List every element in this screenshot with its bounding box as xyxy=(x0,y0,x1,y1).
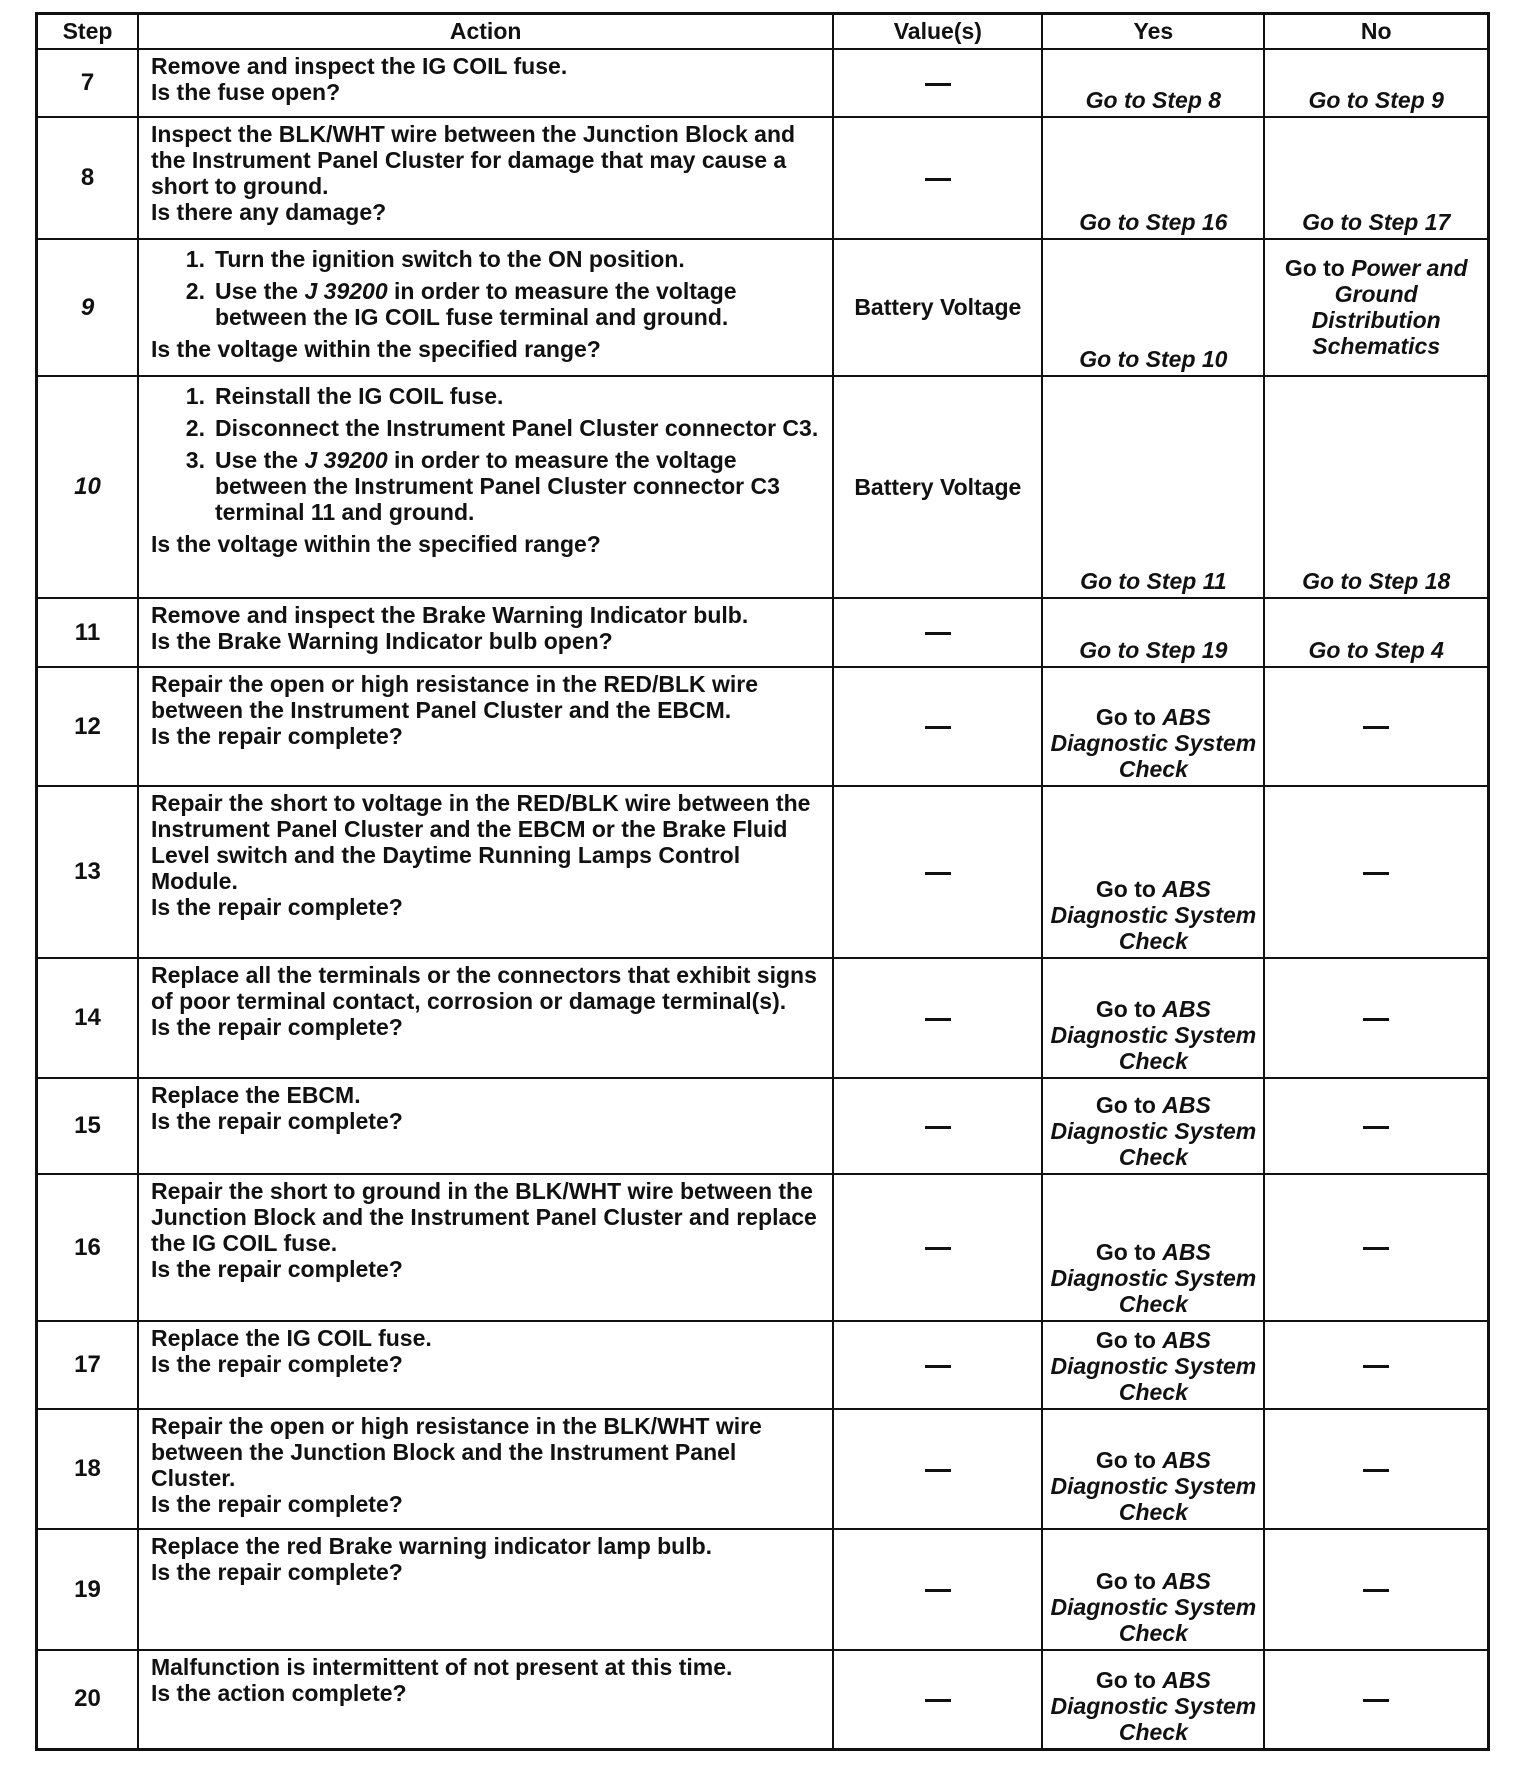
action-body xyxy=(151,121,826,199)
no-cell xyxy=(1264,1174,1488,1321)
value-cell xyxy=(833,1174,1042,1321)
yes-prefix: Go to xyxy=(1095,1239,1163,1265)
diagnostic-table xyxy=(35,12,1490,1751)
step-number: 10 xyxy=(37,376,138,598)
table-row xyxy=(37,786,1489,958)
action-body xyxy=(151,962,826,1014)
dash-mark xyxy=(1363,1126,1389,1129)
action-question: Is the repair complete? xyxy=(150,723,403,749)
tool-reference: J 39200 xyxy=(304,278,388,304)
action-content xyxy=(151,121,826,225)
action-text: Replace the IG COIL fuse. xyxy=(150,1325,432,1351)
no-reference: Power and Ground Distribution Schematics xyxy=(1311,255,1468,359)
table-row xyxy=(37,598,1489,667)
dash-mark xyxy=(1363,726,1389,729)
dash-mark xyxy=(1363,1469,1389,1472)
yes-reference: ABS Diagnostic System Check xyxy=(1050,1666,1257,1745)
table-row xyxy=(37,49,1489,117)
action-content xyxy=(151,671,826,749)
value-cell xyxy=(833,958,1042,1078)
action-text: Repair the short to ground in the BLK/WHT wire between the Junction Block and the Instrument Panel Cluster and replace the IG COIL fuse. xyxy=(150,1178,817,1256)
no-reference: Go to Step 4 xyxy=(1308,637,1444,663)
no-cell xyxy=(1264,1321,1488,1409)
action-cell xyxy=(138,49,833,117)
step-text-post: in order to measure the voltage between the IG COIL fuse terminal and ground. xyxy=(214,278,737,330)
table-body xyxy=(37,49,1489,1749)
dash-mark xyxy=(1363,1247,1389,1250)
step-number: 20 xyxy=(37,1650,138,1749)
action-step xyxy=(151,278,826,330)
action-question: Is the voltage within the specified range? xyxy=(150,531,601,557)
action-content xyxy=(151,1325,826,1377)
action-question: Is the repair complete? xyxy=(150,1351,403,1377)
step-text-pre: Use the xyxy=(214,447,305,473)
dash-mark xyxy=(925,1126,951,1129)
action-body xyxy=(151,1533,826,1559)
dash-mark xyxy=(925,726,951,729)
no-cell xyxy=(1264,376,1488,598)
step-number: 16 xyxy=(37,1174,138,1321)
action-text: Replace all the terminals or the connectors that exhibit signs of poor terminal contact, corrosion or damage terminal(s). xyxy=(150,962,817,1014)
action-cell xyxy=(138,1174,833,1321)
no-cell xyxy=(1264,786,1488,958)
dash-mark xyxy=(1363,1699,1389,1702)
header-step: Step xyxy=(37,14,138,50)
step-number: 7 xyxy=(37,49,138,117)
header-action: Action xyxy=(138,14,833,50)
yes-reference: ABS Diagnostic System Check xyxy=(1050,1092,1257,1170)
yes-prefix: Go to xyxy=(1095,1568,1163,1594)
no-reference: Go to Step 18 xyxy=(1302,568,1451,594)
no-cell xyxy=(1264,117,1488,239)
yes-cell xyxy=(1042,786,1264,958)
action-cell xyxy=(138,1529,833,1650)
yes-cell xyxy=(1042,598,1264,667)
yes-cell xyxy=(1042,1409,1264,1529)
action-question: Is the action complete? xyxy=(150,1680,407,1706)
action-question: Is the repair complete? xyxy=(150,1256,403,1282)
table-row xyxy=(37,1529,1489,1650)
dash-mark xyxy=(1363,872,1389,875)
action-question: Is the repair complete? xyxy=(150,1108,403,1134)
dash-mark xyxy=(925,1365,951,1368)
yes-reference: ABS Diagnostic System Check xyxy=(1050,704,1257,782)
step-number: 15 xyxy=(37,1078,138,1174)
action-content xyxy=(151,243,826,362)
yes-reference: Go to Step 19 xyxy=(1079,637,1228,663)
yes-prefix: Go to xyxy=(1095,1327,1163,1353)
action-content xyxy=(151,1654,826,1706)
step-text-pre: Use the xyxy=(214,278,305,304)
action-content xyxy=(151,790,826,920)
step-index: 1. xyxy=(185,383,205,409)
action-step xyxy=(151,246,826,272)
action-question: Is the Brake Warning Indicator bulb open? xyxy=(150,628,613,654)
no-cell xyxy=(1264,958,1488,1078)
action-cell xyxy=(138,117,833,239)
action-question: Is the fuse open? xyxy=(150,79,341,105)
action-content xyxy=(151,1413,826,1517)
yes-cell xyxy=(1042,117,1264,239)
yes-reference: Go to Step 16 xyxy=(1079,209,1228,235)
action-body xyxy=(151,1413,826,1491)
dash-mark xyxy=(925,1018,951,1021)
no-cell xyxy=(1264,49,1488,117)
action-question: Is the repair complete? xyxy=(150,1559,403,1585)
value-cell xyxy=(833,1321,1042,1409)
yes-cell xyxy=(1042,49,1264,117)
yes-cell xyxy=(1042,958,1264,1078)
action-question: Is the repair complete? xyxy=(150,1014,403,1040)
dash-mark xyxy=(1363,1018,1389,1021)
action-steps xyxy=(151,246,826,330)
no-prefix: Go to xyxy=(1284,255,1352,281)
dash-mark xyxy=(925,178,951,181)
action-step xyxy=(151,383,826,409)
action-text: Replace the EBCM. xyxy=(150,1082,361,1108)
action-cell xyxy=(138,1078,833,1174)
value-cell xyxy=(833,1409,1042,1529)
value-cell xyxy=(833,1529,1042,1650)
action-body xyxy=(151,380,826,531)
action-text: Repair the short to voltage in the RED/BLK wire between the Instrument Panel Cluster and the EBCM or the Brake Fluid Level switch and the Daytime Running Lamps Control Module. xyxy=(150,790,811,894)
dash-mark xyxy=(1363,1365,1389,1368)
table-row xyxy=(37,667,1489,786)
action-content xyxy=(151,1082,826,1134)
action-body xyxy=(151,790,826,894)
action-text: Inspect the BLK/WHT wire between the Junction Block and the Instrument Panel Cluster for damage that may cause a short to ground. xyxy=(150,121,796,199)
action-steps xyxy=(151,383,826,525)
step-index: 3. xyxy=(185,447,205,473)
header-row xyxy=(37,14,1489,50)
dash-mark xyxy=(925,1469,951,1472)
action-step xyxy=(151,447,826,525)
value-cell xyxy=(833,49,1042,117)
action-step xyxy=(151,415,826,441)
no-cell xyxy=(1264,1650,1488,1749)
step-number: 17 xyxy=(37,1321,138,1409)
action-content xyxy=(151,962,826,1040)
value-cell xyxy=(833,598,1042,667)
table-row xyxy=(37,376,1489,598)
yes-prefix: Go to xyxy=(1095,876,1163,902)
table-row xyxy=(37,117,1489,239)
table-row xyxy=(37,1174,1489,1321)
action-content xyxy=(151,53,826,105)
table-row xyxy=(37,1321,1489,1409)
action-content xyxy=(151,380,826,557)
table-row xyxy=(37,1078,1489,1174)
value-cell xyxy=(833,1078,1042,1174)
yes-cell xyxy=(1042,1321,1264,1409)
action-cell xyxy=(138,958,833,1078)
action-cell xyxy=(138,376,833,598)
step-text: Disconnect the Instrument Panel Cluster connector C3. xyxy=(214,415,819,441)
step-number: 9 xyxy=(37,239,138,376)
no-reference: Go to Step 9 xyxy=(1308,87,1444,113)
action-text: Remove and inspect the IG COIL fuse. xyxy=(150,53,568,79)
yes-prefix: Go to xyxy=(1095,1092,1163,1118)
step-number: 19 xyxy=(37,1529,138,1650)
no-cell xyxy=(1264,598,1488,667)
action-body xyxy=(151,671,826,723)
value-cell xyxy=(833,117,1042,239)
action-question: Is the repair complete? xyxy=(150,1491,403,1517)
step-text-post: in order to measure the voltage between the Instrument Panel Cluster connector C3 terminal 11 and ground. xyxy=(214,447,780,525)
yes-reference: Go to Step 11 xyxy=(1080,568,1227,594)
action-body xyxy=(151,1082,826,1108)
dash-mark xyxy=(925,1247,951,1250)
step-number: 12 xyxy=(37,667,138,786)
step-text xyxy=(215,447,826,525)
yes-reference: ABS Diagnostic System Check xyxy=(1050,1239,1257,1317)
action-cell xyxy=(138,598,833,667)
yes-reference: ABS Diagnostic System Check xyxy=(1050,876,1257,954)
value-cell: Battery Voltage xyxy=(833,239,1042,376)
action-cell xyxy=(138,786,833,958)
dash-mark xyxy=(925,632,951,635)
table-row xyxy=(37,1409,1489,1529)
action-text: Replace the red Brake warning indicator lamp bulb. xyxy=(150,1533,713,1559)
yes-reference: ABS Diagnostic System Check xyxy=(1050,1327,1257,1405)
action-question: Is there any damage? xyxy=(150,199,387,225)
action-question: Is the voltage within the specified range? xyxy=(150,336,601,362)
action-content xyxy=(151,602,826,654)
tool-reference: J 39200 xyxy=(304,447,388,473)
action-body xyxy=(151,1654,826,1680)
action-text: Repair the open or high resistance in the BLK/WHT wire between the Junction Block and the Instrument Panel Cluster. xyxy=(150,1413,762,1491)
no-cell xyxy=(1264,667,1488,786)
header-no: No xyxy=(1264,14,1488,50)
yes-cell xyxy=(1042,239,1264,376)
yes-cell xyxy=(1042,1529,1264,1650)
step-text: Turn the ignition switch to the ON position. xyxy=(214,246,685,272)
action-content xyxy=(151,1178,826,1282)
dash-mark xyxy=(925,872,951,875)
step-number: 14 xyxy=(37,958,138,1078)
table-row xyxy=(37,958,1489,1078)
action-body xyxy=(151,602,826,628)
action-body xyxy=(151,1178,826,1256)
dash-mark xyxy=(925,1699,951,1702)
action-body xyxy=(151,243,826,336)
yes-reference: ABS Diagnostic System Check xyxy=(1050,996,1257,1074)
value-cell xyxy=(833,667,1042,786)
action-cell xyxy=(138,1321,833,1409)
no-cell xyxy=(1264,1078,1488,1174)
dash-mark xyxy=(1363,1589,1389,1592)
value-cell xyxy=(833,1650,1042,1749)
step-number: 18 xyxy=(37,1409,138,1529)
yes-cell xyxy=(1042,1174,1264,1321)
action-text: Malfunction is intermittent of not present at this time. xyxy=(150,1654,733,1680)
yes-prefix: Go to xyxy=(1095,1447,1163,1473)
step-number: 13 xyxy=(37,786,138,958)
header-values: Value(s) xyxy=(833,14,1042,50)
action-cell xyxy=(138,1409,833,1529)
yes-cell xyxy=(1042,1078,1264,1174)
action-cell xyxy=(138,667,833,786)
no-cell xyxy=(1264,239,1488,376)
dash-mark xyxy=(925,83,951,86)
yes-reference: ABS Diagnostic System Check xyxy=(1050,1568,1257,1646)
table-row xyxy=(37,1650,1489,1749)
action-question: Is the repair complete? xyxy=(150,894,403,920)
table-row xyxy=(37,239,1489,376)
action-text: Remove and inspect the Brake Warning Indicator bulb. xyxy=(150,602,749,628)
yes-prefix: Go to xyxy=(1095,996,1163,1022)
header-yes: Yes xyxy=(1042,14,1264,50)
yes-reference: Go to Step 10 xyxy=(1079,346,1228,372)
step-index: 1. xyxy=(185,246,205,272)
yes-cell xyxy=(1042,1650,1264,1749)
action-body xyxy=(151,53,826,79)
step-text xyxy=(215,278,826,330)
value-cell xyxy=(833,786,1042,958)
step-number: 8 xyxy=(37,117,138,239)
action-body xyxy=(151,1325,826,1351)
step-index: 2. xyxy=(185,278,205,304)
no-cell xyxy=(1264,1409,1488,1529)
value-cell: Battery Voltage xyxy=(833,376,1042,598)
step-index: 2. xyxy=(185,415,205,441)
dash-mark xyxy=(925,1589,951,1592)
yes-prefix: Go to xyxy=(1095,1666,1163,1693)
action-cell xyxy=(138,239,833,376)
no-reference: Go to Step 17 xyxy=(1302,209,1451,235)
action-cell xyxy=(138,1650,833,1749)
yes-reference: Go to Step 8 xyxy=(1085,87,1222,113)
no-cell xyxy=(1264,1529,1488,1650)
yes-cell xyxy=(1042,376,1264,598)
action-content xyxy=(151,1533,826,1585)
yes-prefix: Go to xyxy=(1095,704,1163,730)
yes-reference: ABS Diagnostic System Check xyxy=(1050,1447,1257,1525)
action-text: Repair the open or high resistance in the RED/BLK wire between the Instrument Panel Cluster and the EBCM. xyxy=(150,671,759,723)
yes-cell xyxy=(1042,667,1264,786)
step-text: Reinstall the IG COIL fuse. xyxy=(214,383,504,409)
step-number: 11 xyxy=(37,598,138,667)
